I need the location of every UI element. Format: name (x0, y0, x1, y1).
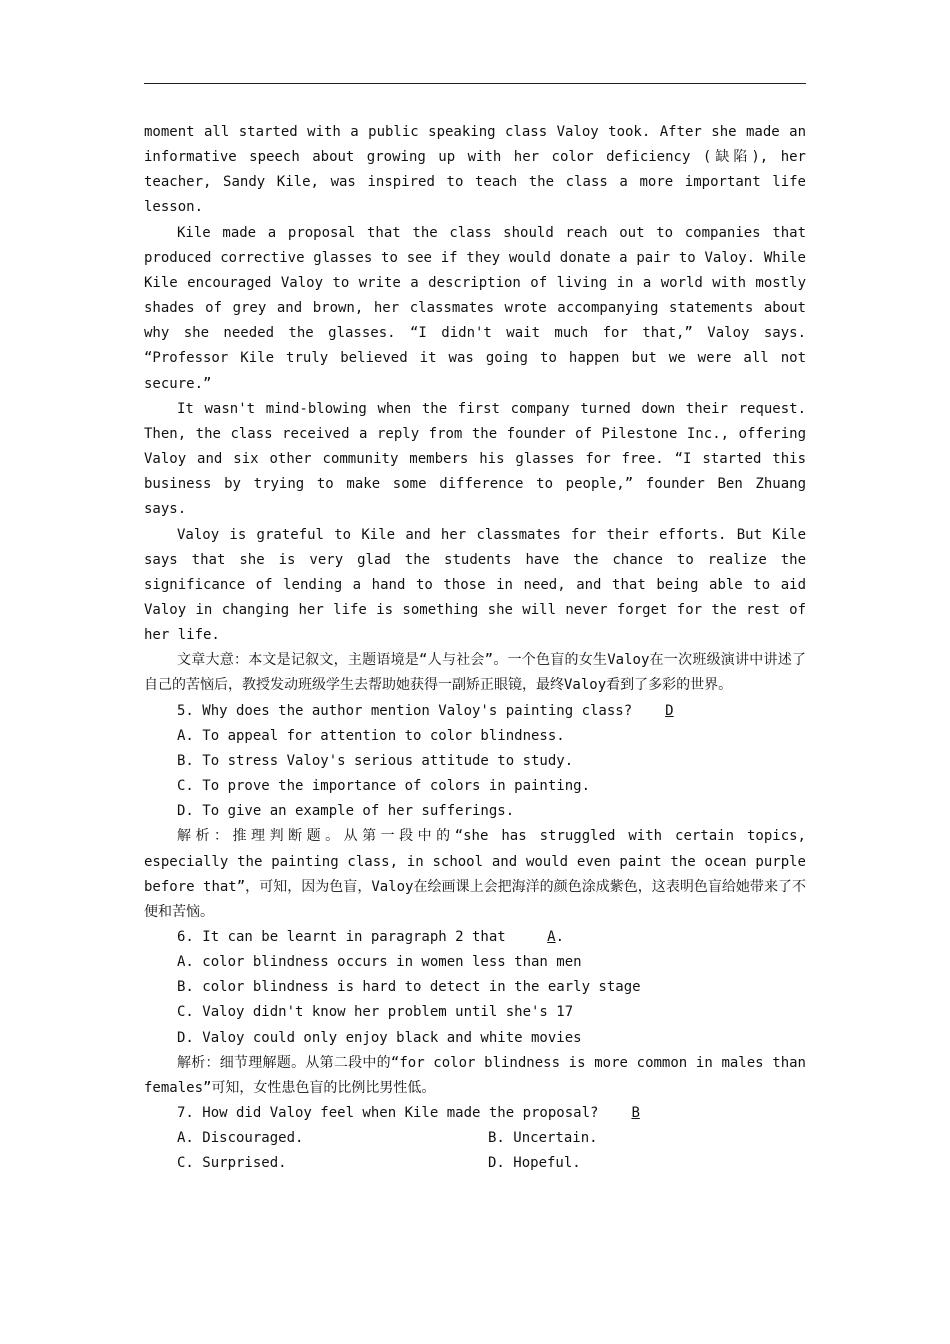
question-text: 6. It can be learnt in paragraph 2 that (177, 929, 506, 945)
answer-blank: A (547, 929, 556, 945)
passage-paragraph: Kile made a proposal that the class should reach out to companies that produced corrective glasses to see if they would donate a pair to Valoy. While Kile encouraged Valoy to write a description of living in a world with mostly shades of grey and brown, her classmates wrote accompanying statements about why she needed the glasses. “I didn't wait much for that,” Valoy says. “Professor Kile truly believed it was going to happen but we were all not secure.” (144, 224, 806, 392)
passage-paragraph: moment all started with a public speaking class Valoy took. After she made an informative speech about growing up with her color deficiency (缺陷), her teacher, Sandy Kile, was inspired to teach the class a more important life lesson. (144, 124, 806, 216)
header-rule (144, 83, 806, 84)
passage-paragraph: Valoy is grateful to Kile and her classmates for their efforts. But Kile says that she is very glad the students have the chance to realize the significance of lending a hand to those in need, and that being able to aid Valoy in changing her life is something she will never forget for the rest of her life. (144, 526, 806, 644)
page-content (144, 120, 806, 1177)
question-text: 5. Why does the author mention Valoy's painting class? (177, 702, 633, 719)
option-row (144, 1151, 806, 1176)
question-explanation: 解析：推理判断题。从第一段中的“she has struggled with certain topics, especially the painting class, in school and would even paint the ocean purple before that”，可知，因为色盲，Valoy在绘画课上会把海洋的颜色涂成紫色，这表明色盲给她带来了不便和苦恼。 (144, 828, 806, 920)
answer-option: B. Uncertain. (488, 1130, 598, 1147)
answer-option: B. To stress Valoy's serious attitude to study. (177, 752, 574, 769)
answer-option: D. Hopeful. (488, 1155, 581, 1172)
answer-blank: D (665, 702, 674, 719)
answer-option: A. To appeal for attention to color blindness. (177, 727, 565, 744)
answer-option: C. Valoy didn't know her problem until she's 17 (177, 1004, 574, 1021)
answer-option: A. color blindness occurs in women less than men (177, 954, 582, 971)
passage-paragraph: It wasn't mind-blowing when the first company turned down their request. Then, the class received a reply from the founder of Pilestone Inc., offering Valoy and six other community members his glasses for free. “I started this business by trying to make some difference to people,” founder Ben Zhuang says. (144, 400, 806, 518)
option-row (144, 1126, 806, 1151)
question-stem (144, 699, 806, 724)
answer-option: A. Discouraged. (177, 1130, 304, 1147)
question-stem (144, 925, 806, 950)
question-explanation: 解析：细节理解题。从第二段中的“for color blindness is more common in males than females”可知，女性患色盲的比例比男性低。 (144, 1054, 806, 1096)
question-stem (144, 1101, 806, 1126)
question-period: . (555, 929, 565, 945)
answer-option: C. Surprised. (177, 1155, 287, 1172)
answer-option: D. To give an example of her sufferings. (177, 803, 515, 820)
answer-option: C. To prove the importance of colors in painting. (177, 778, 591, 795)
answer-option: B. color blindness is hard to detect in the early stage (177, 979, 641, 996)
article-summary: 文章大意：本文是记叙文，主题语境是“人与社会”。一个色盲的女生Valoy在一次班级演讲中讲述了自己的苦恼后，教授发动班级学生去帮助她获得一副矫正眼镜，最终Valoy看到了多彩的世界。 (144, 652, 806, 694)
answer-blank: B (631, 1105, 640, 1122)
answer-option: D. Valoy could only enjoy black and white movies (177, 1029, 582, 1046)
question-text: 7. How did Valoy feel when Kile made the proposal? (177, 1105, 599, 1122)
